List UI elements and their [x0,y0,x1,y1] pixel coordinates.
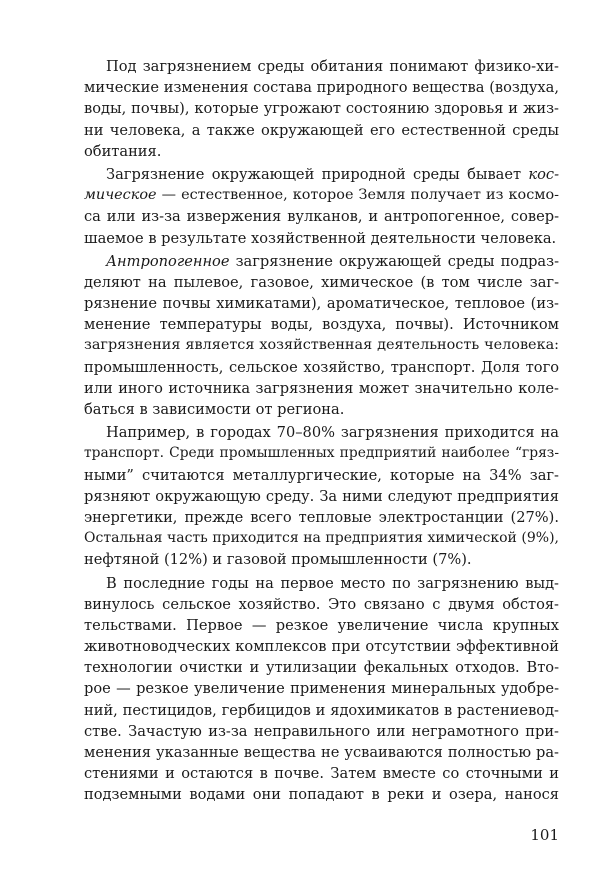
paragraph-1 [84,56,559,162]
text-line: воды, почвы), которые угрожают состоянию здоровья и жиз- [84,100,559,118]
paragraph-3 [84,251,559,421]
text-line: мические изменения состава природного вещества (воздуха, [84,79,559,97]
italic-term: кос- [528,165,559,183]
text-line: животноводческих комплексов при отсутствии эффективной [84,638,559,656]
text-line: ни человека, а также окружающей его естественной среды [84,121,559,139]
text-line: промышленность, сельское хозяйство, транспорт. Доля того [84,358,559,376]
text-line: тельствами. Первое — резкое увеличение числа крупных [84,616,559,634]
text-line: рязняют окружающую среду. За ними следуют предприятия [84,487,559,505]
text-line: менение температуры воды, воздуха, почвы). Источником [84,316,559,334]
text-line: подземными водами они попадают в реки и озера, нанося [84,786,559,804]
text-line: стве. Зачастую из-за неправильного или неграмотного при- [84,722,559,740]
text-line: или иного источника загрязнения может значительно коле- [84,379,559,397]
text-line: Антропогенное загрязнение окружающей среды подраз- [106,252,559,270]
text-line: Остальная часть приходится на предприятия химической (9%), [84,530,559,547]
text-line: ными” считаются металлургические, которые на 34% заг- [84,466,559,484]
page-number: 101 [530,826,559,844]
text-line: са или из-за извержения вулканов, и антропогенное, совер- [84,208,559,226]
text-line: винулось сельское хозяйство. Это связано с двумя обстоя- [84,595,559,613]
text-line: технологии очистки и утилизации фекальных отходов. Вто- [84,659,559,677]
paragraph-4 [84,422,559,570]
text-line: загрязнения является хозяйственная деятельность человека: [84,337,559,354]
text-line: рое — резкое увеличение применения минеральных удобре- [84,680,559,698]
text-line: Под загрязнением среды обитания понимают физико-хи- [106,58,559,75]
text-line: деляют на пылевое, газовое, химическое (в том числе заг- [84,273,559,291]
paragraph-5 [84,573,559,806]
text-line: менения указанные вещества не усваиваются полностью ра- [84,744,559,761]
text-line: энергетики, прежде всего тепловые электростанции (27%). [84,508,559,526]
italic-term: мическое [84,187,157,204]
text-line: транспорт. Среди промышленных предприятий наиболее “гряз- [84,445,559,462]
text-line: Например, в городах 70–80% загрязнения приходится на [106,424,559,442]
text-line: В последние годы на первое место по загрязнению выд- [106,574,559,592]
text-line: шаемое в результате хозяйственной деятельности человека. [84,229,557,247]
text-line: стениями и остаются в почве. Затем вместе со сточными и [84,765,559,783]
page-body [84,56,559,808]
text-line: нефтяной (12%) и газовой промышленности (7%). [84,551,472,569]
italic-term: Антропогенное [106,252,230,270]
paragraph-2 [84,164,559,249]
text-line: мическое — естественное, которое Земля получает из космо- [84,187,559,204]
text-line: обитания. [84,142,162,160]
text-line: ний, пестицидов, гербицидов и ядохимикатов в растениевод- [84,701,559,719]
text-line: баться в зависимости от региона. [84,401,345,418]
text-line: рязнение почвы химикатами), ароматическое, тепловое (из- [84,295,559,313]
text-line: Загрязнение окружающей природной среды бывает кос- [106,165,559,183]
